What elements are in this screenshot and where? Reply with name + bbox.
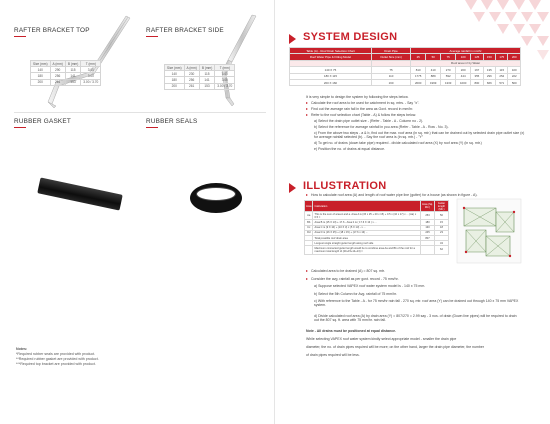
table-header-cell: Outlet Size (mm): [371, 54, 410, 60]
table-cell: 254: [496, 73, 508, 79]
table-cell: 3.00: [81, 73, 101, 79]
table-cell: Total possible roof drain area: [313, 235, 421, 240]
table-cell: 1333: [441, 79, 456, 85]
table-cell: 130: [421, 225, 435, 230]
roof-area-calculation-table: [304, 200, 449, 255]
table-cell: 592: [441, 73, 456, 79]
table-cell: 256: [184, 77, 199, 83]
table-cell: 3.00 / 3.70: [81, 79, 101, 85]
table-cell: 444: [456, 73, 471, 79]
table-header-cell: 125: [471, 54, 483, 60]
table-cell: 135: [483, 67, 495, 73]
rubber-gasket-title: RUBBER GASKET: [14, 118, 71, 128]
note-line: ***Required top bracket are provided with product.: [16, 362, 96, 366]
table-cell: Aa: [305, 212, 313, 220]
table-row: [31, 79, 101, 85]
calc-subline: b) Select the 5th Column for Avg. rainfall of 75 mm/hr.: [314, 292, 398, 296]
spec-header-cell: Size (mm): [165, 65, 185, 71]
table-cell: 140: [31, 67, 51, 73]
table-cell: 261: [50, 79, 65, 85]
table-cell: 153: [65, 79, 80, 85]
table-row: [305, 212, 449, 220]
table-cell: 261: [184, 83, 199, 89]
illustration-lead: How to calculate roof area (A) and length of roof water pipe line (gutter) for a house (as shown in figure - A).: [306, 193, 521, 197]
rubber-seals-title: RUBBER SEALS: [146, 118, 197, 128]
note-line: *Required rubber seals are provided with product.: [16, 352, 96, 356]
illustration-arrow-icon: [289, 183, 296, 193]
table-cell: 889: [426, 73, 441, 79]
table-cell: 410: [426, 67, 441, 73]
table-cell: 3.00 / 3.70: [215, 83, 235, 89]
table-cell: 18: [435, 225, 449, 230]
spec-header-cell: A (mm): [50, 61, 65, 67]
table-cell: 290: [50, 67, 65, 73]
table-cell: 810: [411, 67, 426, 73]
rafter-bracket-side-title: RAFTER BRACKET SIDE: [146, 27, 224, 37]
table-header-cell: 50: [426, 54, 441, 60]
spec-header-cell: T (mm): [215, 65, 235, 71]
table-cell: 200: [165, 83, 185, 89]
system-step: Calculate the roof area to be used for catchment in sq. mtrs. - Say "x".: [306, 101, 526, 105]
table-header-cell: Area: [305, 201, 313, 212]
closing-line: of drain pipes required will be less.: [306, 353, 360, 357]
table-cell: [305, 246, 313, 254]
table-row: [290, 79, 521, 85]
table-cell: 571: [496, 79, 508, 85]
equal-distance-note: Note - All drains must be positioned at equal distance.: [306, 329, 397, 333]
table-header-cell: Area (Sq. Mtr.): [421, 201, 435, 212]
system-substep: e) Position the no. of drains at equal distance.: [314, 147, 386, 151]
section-divider: [14, 112, 266, 113]
rafter-bracket-top-title: RAFTER BRACKET TOP: [14, 27, 90, 37]
table-cell: 230: [184, 71, 199, 77]
rubber-seal-inner: [196, 187, 236, 201]
table-cell: 115: [199, 71, 214, 77]
table-header-cell: Calculation: [313, 201, 421, 212]
table-cell: 500: [508, 79, 521, 85]
table-cell: 34: [435, 241, 449, 246]
calc-line: Consider the avg. rainfall as per govt. record - 75 mm/hr.: [306, 277, 521, 281]
table-cell: 3.00: [215, 71, 235, 77]
rubber-gasket-image: [37, 177, 122, 210]
table-cell: 256: [50, 73, 65, 79]
table-cell: 270: [441, 67, 456, 73]
table-cell: 62: [435, 246, 449, 254]
table-cell: 50: [435, 212, 449, 220]
table-header-cell: Average rainfall in mm/hr: [411, 48, 521, 54]
spec-header-cell: B (mm): [65, 61, 80, 67]
table-cell: [421, 246, 435, 254]
table-cell: 141: [199, 77, 214, 83]
table-cell: Cc: [305, 225, 313, 230]
table-cell: 75: [371, 67, 410, 73]
system-step: Find out the average rain fall in the area as Govt. record in mm/hr.: [306, 107, 526, 111]
table-cell: 160: [371, 79, 410, 85]
table-cell: 355: [471, 73, 483, 79]
table-header-cell: 75: [441, 54, 456, 60]
table-header-cell: 25: [411, 54, 426, 60]
table-cell: 180: [31, 73, 51, 79]
table-cell: 1775: [411, 73, 426, 79]
table-cell: 110: [371, 73, 410, 79]
system-substep: a) Select the drain pipe outlet size - (Refer - Table - A - Column no - 2).: [314, 119, 424, 123]
table-cell: 140 X 75: [290, 67, 372, 73]
table-cell: 1000: [456, 79, 471, 85]
table-subheader-cell: Roof area m² by Water: [411, 60, 521, 66]
table-cell: 167: [471, 67, 483, 73]
calc-line: Calculated area to be drained (A) = 807 sq. mtr.: [306, 269, 521, 273]
table-cell: 3.00: [81, 67, 101, 73]
system-design-title: SYSTEM DESIGN: [303, 31, 398, 43]
table-cell: 1999: [426, 79, 441, 85]
table-header-cell: Drain Pipe: [371, 48, 410, 54]
table-cell: 253: [421, 212, 435, 220]
table-cell: 100: [508, 67, 521, 73]
rafter-bracket-side-image: [202, 14, 262, 110]
table-cell: 666: [483, 79, 495, 85]
table-cell: Area B is (15 X 13) + 17.6 - Area b is ( 17.6 X 13 ) x ...: [313, 220, 421, 225]
table-cell: Bb: [305, 220, 313, 225]
table-cell: Dd: [305, 230, 313, 235]
table-cell: 23: [435, 230, 449, 235]
table-cell: 115: [496, 67, 508, 73]
spec-header-cell: B (mm): [199, 65, 214, 71]
system-substep: b) Select the reference for average rainfall in you area (Refer - Table - A - Row - No. 3).: [314, 125, 449, 129]
spec-header-cell: T (mm): [81, 61, 101, 67]
table-cell: 222: [508, 73, 521, 79]
closing-line: While selecting VAPEX roof water system kindly select appropriate model - smaller the drain pipe: [306, 337, 457, 341]
table-cell: 200: [31, 79, 51, 85]
table-header-cell: Roof Water Pipe & Fitting Model: [290, 54, 372, 60]
rafter-side-spec-table: [164, 64, 235, 90]
table-cell: Area C is (9 X 10) + (10 X 3) x (5 X 13) - x ...: [313, 225, 421, 230]
notes-block: [16, 347, 99, 367]
system-step: Refer to the roof selection chart (Table - A) & follow the steps below.: [306, 113, 526, 117]
system-substep: d) To get no. of drains (down take pipe) required - divide calculated roof area (X) by roof area (Y) (in sq. mtr.): [314, 141, 482, 145]
table-cell: 200 X 160: [290, 79, 372, 85]
table-header-cell: 175: [496, 54, 508, 60]
table-cell: 180 X 115: [290, 73, 372, 79]
table-cell: 800: [471, 79, 483, 85]
table-cell: 807: [421, 235, 435, 240]
note-line: **Required rubber gasket are provided with product.: [16, 357, 99, 361]
table-cell: 15: [435, 220, 449, 225]
table-cell: Maximum connected gutter length would be to combine area Aa and Bb of the roof for a maximum total length of (20+15+14+13) =: [313, 246, 421, 254]
roof-drain-selection-table: [289, 47, 521, 86]
table-cell: 140: [165, 71, 185, 77]
table-header-cell: 200: [508, 54, 521, 60]
table-cell: 3.00: [215, 77, 235, 83]
roof-layout-figure: [456, 198, 522, 264]
calc-subline: c) With reference to the Table - A - for 75 mm/hr rain fall - 270 sq. mtr. roof area (Y) can be drained out through 140 x 75 mm VAPEX system.: [314, 299, 519, 308]
calc-subline: a) Suppose selected VAPEX roof water system model is - 140 x 75 mm.: [314, 284, 426, 288]
table-header-row: [305, 201, 449, 212]
system-substep: c) From the above two steps - a & b, find out the max. roof area (in sq. mtr.) that can be drained out by selected drain pipe outlet size (x) for average rainfall selected (b). - Say the roof area is (in sq. mtr.) - "Y": [314, 131, 525, 140]
table-cell: 245: [421, 230, 435, 235]
table-row: [165, 83, 235, 89]
table-cell: Area D is (16 X 25) + (18 x 15) + (17.6 x 13) ...: [313, 230, 421, 235]
table-cell: 115: [65, 67, 80, 73]
table-cell: 2000: [411, 79, 426, 85]
table-header-cell: 150: [483, 54, 495, 60]
table-cell: This is the sum of area A and a. Area A is (15 x 25 + 20 x 15) + 0.5 x (10 x 17) x ... (Aa) x 0.5 =: [313, 212, 421, 220]
table-cell: 180: [421, 220, 435, 225]
table-cell: 180: [165, 77, 185, 83]
system-design-intro: It is very simple to design the system by following the steps below.: [306, 95, 409, 99]
notes-heading: Notes:: [16, 347, 28, 351]
table-cell: 296: [483, 73, 495, 79]
system-design-arrow-icon: [289, 34, 296, 44]
table-header-cell: Gutter length (Mtr.): [435, 201, 449, 212]
table-cell: 200: [456, 67, 471, 73]
table-header-cell: Table (A) - Roof Drain Selection Chart: [290, 48, 372, 54]
table-cell: 141: [65, 73, 80, 79]
rafter-top-spec-table: [30, 60, 101, 86]
calc-subline: d) Divide calculated roof area (A) by drain area (Y) = 807/270 = 2.99 say - 3 nos. of drain (Down line pipes) will be required to drain out the 807 sq. ft. area with 75 mm/hr. rain fall.: [314, 314, 517, 323]
table-cell: Longest single straight gutter length along roof side: [313, 241, 421, 246]
table-cell: 153: [199, 83, 214, 89]
closing-line: diameter, the no. of drain pipes required will be more; on the other hand, larger the drain pipe diameter, the number: [306, 345, 485, 349]
table-header-cell: 100: [456, 54, 471, 60]
spec-header-cell: Size (mm): [31, 61, 51, 67]
spec-header-cell: A (mm): [184, 65, 199, 71]
illustration-title: ILLUSTRATION: [303, 180, 387, 192]
table-row: [305, 246, 449, 254]
